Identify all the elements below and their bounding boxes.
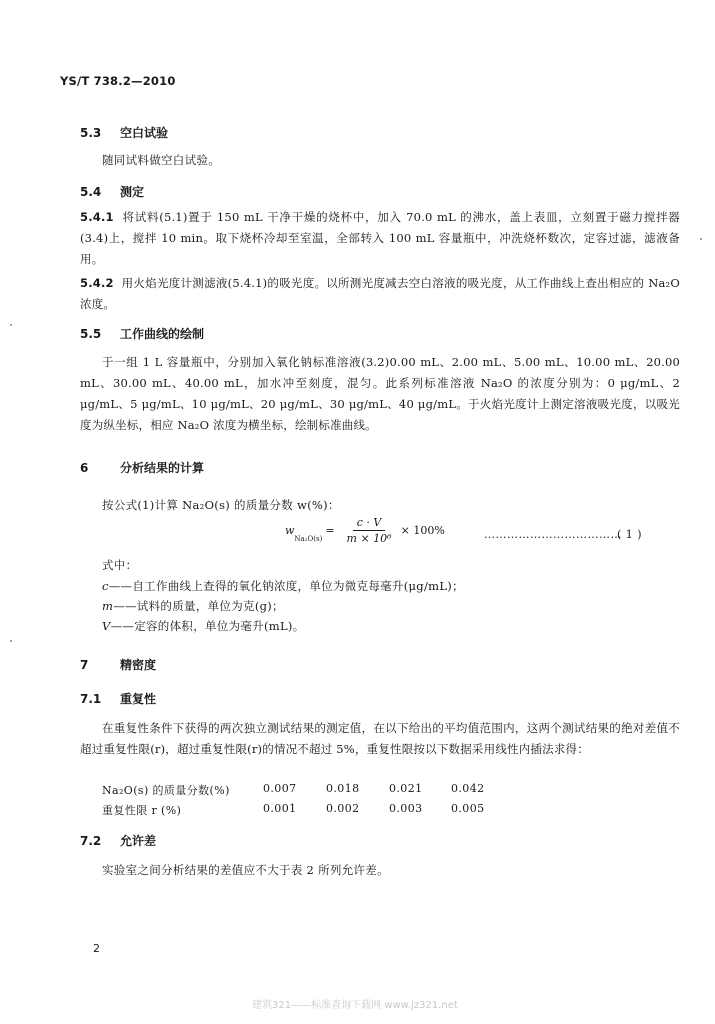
- clause-text: 用火焰光度计测滤液(5.4.1)的吸光度。以所测光度减去空白溶液的吸光度，从工作曲线上查出相应的 Na₂O 浓度。: [80, 276, 680, 311]
- formula-number: ( 1 ): [617, 528, 643, 541]
- section-5-3-heading: [80, 124, 168, 141]
- section-number: 7.1: [80, 692, 102, 706]
- section-7-2-text: 实验室之间分析结果的差值应不大于表 2 所列允许差。: [102, 863, 389, 877]
- section-number: 7.2: [80, 834, 102, 848]
- section-5-4-heading: [80, 183, 144, 200]
- formula-tail: × 100%: [400, 524, 445, 537]
- table-cell: 0.003: [389, 802, 423, 815]
- section-title: 工作曲线的绘制: [120, 327, 205, 341]
- scan-speck: [10, 324, 12, 326]
- symbol: V: [102, 619, 111, 633]
- table-cell: 0.001: [263, 802, 297, 815]
- symbol: m: [102, 599, 114, 613]
- section-5-4-2: [80, 273, 680, 315]
- section-title: 分析结果的计算: [120, 461, 205, 475]
- section-7-2-heading: [80, 832, 156, 849]
- standard-number: YS/T 738.2—2010: [60, 74, 176, 88]
- clause-number: 5.4.2: [80, 276, 114, 290]
- where-item-v: [102, 618, 305, 634]
- section-title: 允许差: [120, 834, 157, 848]
- where-item-c: [102, 578, 464, 594]
- symbol-description: ——自工作曲线上查得的氧化钠浓度，单位为微克每毫升(μg/mL)；: [108, 579, 464, 593]
- section-title: 测定: [120, 185, 145, 199]
- formula-denominator: m × 10⁶: [346, 532, 392, 545]
- section-title: 空白试验: [120, 126, 169, 140]
- footer-watermark: 建筑321——标准查询下载网 www.jz321.net: [252, 1000, 458, 1011]
- table-cell: 0.018: [326, 782, 360, 795]
- section-number: 5.5: [80, 327, 102, 341]
- formula-leader: ………………………………: [484, 528, 622, 541]
- section-number: 7: [80, 658, 89, 672]
- formula-1: [285, 516, 445, 545]
- section-7-1-heading: [80, 690, 156, 707]
- section-7-1-text: 在重复性条件下获得的两次独立测试结果的测定值，在以下给出的平均值范围内，这两个测试结果的绝对差值不超过重复性限(r)，超过重复性限(r)的情况不超过 5%，重复性限按以下数据采用线性内插法求得：: [80, 721, 680, 756]
- symbol: c: [102, 579, 109, 593]
- scan-speck: [10, 640, 12, 642]
- formula-numerator: c · V: [353, 516, 386, 531]
- section-5-3-text: 随同试料做空白试验。: [102, 153, 220, 167]
- formula-lhs-subscript: Na₂O(s): [294, 535, 323, 543]
- section-6-heading: [80, 459, 204, 476]
- where-item-m: [102, 598, 284, 614]
- section-title: 重复性: [120, 692, 157, 706]
- symbol-description: ——定容的体积，单位为毫升(mL)。: [110, 619, 305, 633]
- page-number: 2: [93, 942, 100, 955]
- table-cell: 0.007: [263, 782, 297, 795]
- formula-lhs: w: [285, 524, 295, 537]
- scan-speck: [700, 238, 702, 240]
- section-5-5-heading: [80, 325, 204, 342]
- formula-equals: =: [325, 524, 335, 537]
- formula-fraction: [343, 516, 396, 545]
- symbol-description: ——试料的质量，单位为克(g)；: [113, 599, 284, 613]
- clause-text: 将试料(5.1)置于 150 mL 干净干燥的烧杯中，加入 70.0 mL 的沸水，盖上表皿，立刻置于磁力搅拌器(3.4)上，搅拌 10 min。取下烧杯冷却至室温，全部转入 100 mL 容量瓶中，冲洗烧杯数次，定容过滤，滤液备用。: [80, 210, 681, 266]
- table-row-1-label: Na₂O(s) 的质量分数(%): [102, 784, 230, 797]
- section-7-heading: [80, 656, 156, 673]
- table-cell: 0.002: [326, 802, 360, 815]
- section-number: 6: [80, 461, 89, 475]
- table-cell: 0.021: [389, 782, 423, 795]
- table-cell: 0.042: [451, 782, 485, 795]
- section-5-4-1: [80, 207, 680, 270]
- section-title: 精密度: [120, 658, 157, 672]
- section-6-intro: 按公式(1)计算 Na₂O(s) 的质量分数 w(%)：: [102, 498, 340, 512]
- section-number: 5.3: [80, 126, 102, 140]
- clause-number: 5.4.1: [80, 210, 114, 224]
- section-number: 5.4: [80, 185, 102, 199]
- section-5-5-text: 于一组 1 L 容量瓶中，分别加入氧化钠标准溶液(3.2)0.00 mL、2.00 mL、5.00 mL、10.00 mL、20.00 mL、30.00 mL、40.00 mL，加水冲至刻度，混匀。此系列标准溶液 Na₂O 的浓度分别为：0 μg/mL、2 μg/mL、5 μg/mL、10 μg/mL、20 μg/mL、30 μg/mL、40 μg/mL。于火焰光度计上测定溶液吸光度，以吸光度为纵坐标，相应 Na₂O 浓度为横坐标，绘制标准曲线。: [80, 355, 680, 432]
- where-intro: 式中：: [102, 558, 138, 572]
- table-row-2-label: 重复性限 r (%): [102, 804, 182, 817]
- table-cell: 0.005: [451, 802, 485, 815]
